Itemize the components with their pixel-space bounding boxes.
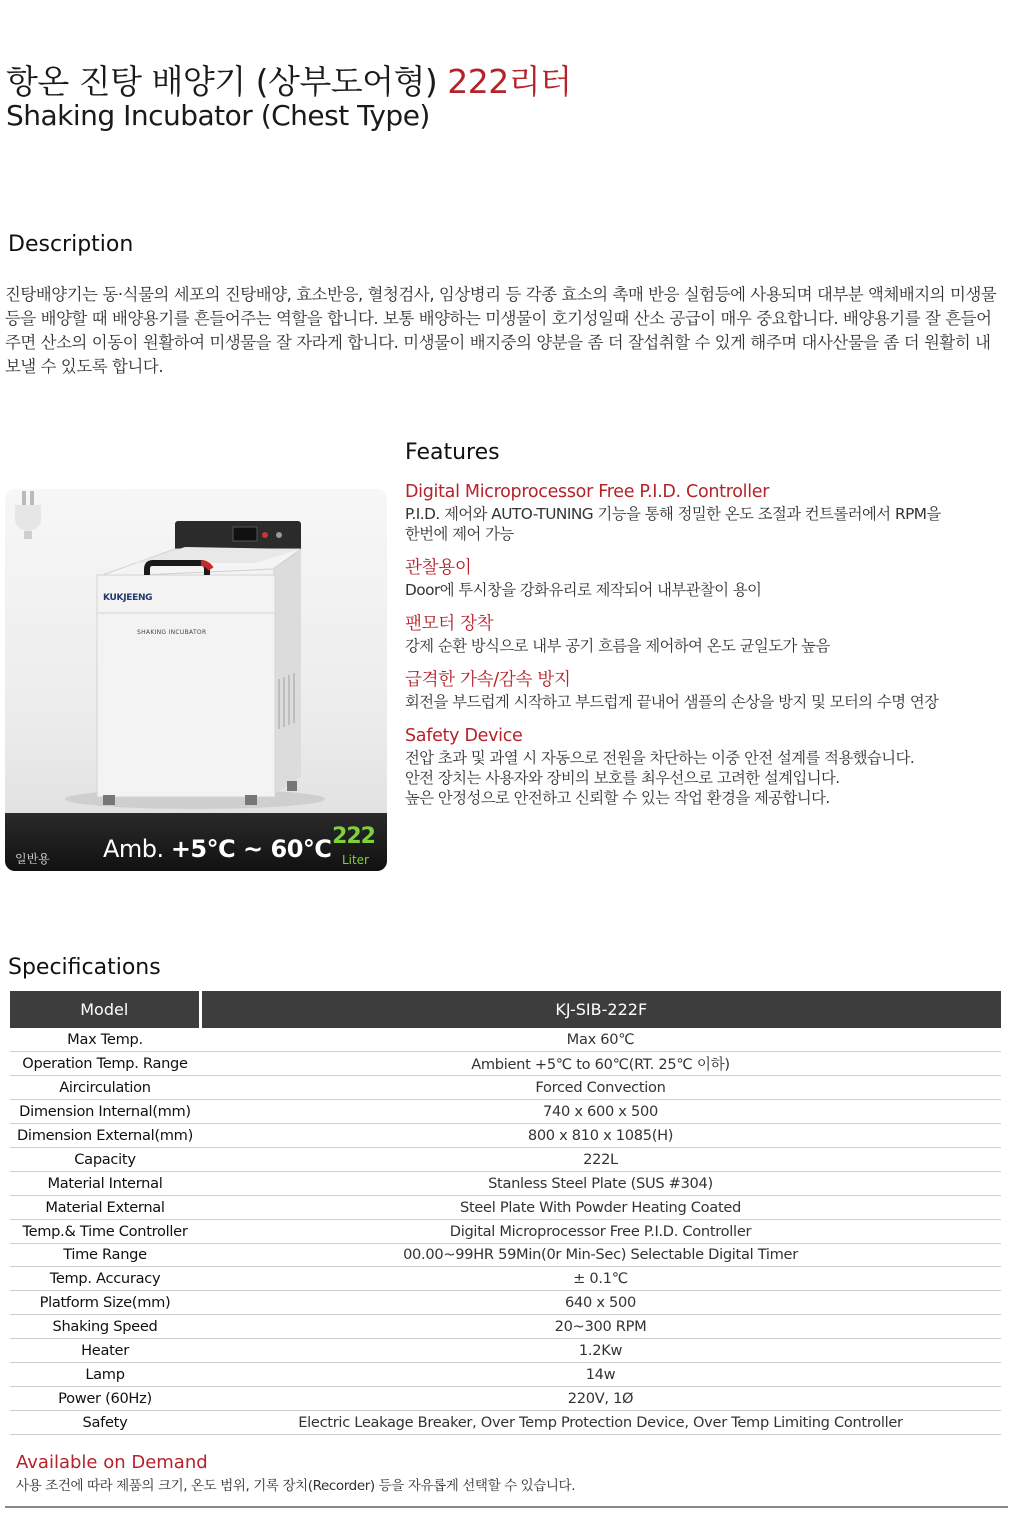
spec-value: 640 x 500 xyxy=(200,1291,1001,1315)
spec-label: Time Range xyxy=(10,1243,200,1267)
spec-value: 00.00~99HR 59Min(0r Min-Sec) Selectable Digital Timer xyxy=(200,1243,1001,1267)
spec-label: Dimension Internal(mm) xyxy=(10,1100,200,1124)
spec-value: Digital Microprocessor Free P.I.D. Controller xyxy=(200,1219,1001,1243)
spec-label: Temp.& Time Controller xyxy=(10,1219,200,1243)
spec-label: Safety xyxy=(10,1410,200,1434)
table-row xyxy=(10,1219,1001,1243)
table-row xyxy=(10,1147,1001,1171)
capacity-value: 222 xyxy=(332,824,375,849)
feature-text: 회전을 부드럽게 시작하고 부드럽게 끝내어 샘플의 손상을 방지 및 모터의 수명 연장 xyxy=(405,693,939,711)
spec-label: Power (60Hz) xyxy=(10,1386,200,1410)
spec-value: Stanless Steel Plate (SUS #304) xyxy=(200,1171,1001,1195)
table-row xyxy=(10,1124,1001,1148)
available-title: Available on Demand xyxy=(16,1452,208,1473)
feature-title: Digital Microprocessor Free P.I.D. Controller xyxy=(405,482,770,502)
amb-prefix: Amb. xyxy=(103,835,164,863)
feature-item xyxy=(405,481,1005,544)
features-section xyxy=(405,440,1005,821)
title-main: 항온 진탕 배양기 (상부도어형) xyxy=(6,62,438,101)
description-text: 진탕배양기는 동·식물의 세포의 진탕배양, 효소반응, 혈청검사, 임상병리 등 각종 효소의 촉매 반응 실험등에 사용되며 대부분 액체배지의 미생물 등을 배양할 때 배양용기를 흔들어주는 역할을 합니다. 보통 배양하는 미생물이 호기성일때 산소 공급이 매우 중요합니다. 배양용기를 잘 흔들어주면 산소의 이동이 원활하여 미생물을 잘 자라게 합니다. 미생물이 배지중의 양분을 좀 더 잘섭취할 수 있게 해주며 대사산물을 좀 더 원활히 내보낼 수 있도록 합니다. xyxy=(5,285,997,376)
product-image xyxy=(5,489,387,871)
spec-label: Shaking Speed xyxy=(10,1315,200,1339)
feature-text: 전압 초과 및 과열 시 자동으로 전원을 차단하는 이중 안전 설계를 적용했습니다. 안전 장치는 사용자와 장비의 보호를 최우선으로 고려한 설계입니다. 높은 안정성으로 안전하고 신뢰할 수 있는 작업 환경을 제공합니다. xyxy=(405,749,915,807)
plug-icon xyxy=(5,489,51,553)
feature-title: 급격한 가속/감속 방지 xyxy=(405,670,571,690)
spec-value: 222L xyxy=(200,1147,1001,1171)
table-row xyxy=(10,1052,1001,1076)
specifications-heading: Specifications xyxy=(8,955,161,980)
table-row xyxy=(10,1291,1001,1315)
feature-text: P.I.D. 제어와 AUTO-TUNING 기능을 통해 정밀한 온도 조절과 컨트롤러에서 RPM을 한번에 제어 가능 xyxy=(405,505,941,543)
feature-item xyxy=(405,613,1005,656)
feature-title: Safety Device xyxy=(405,726,523,746)
table-row xyxy=(10,1362,1001,1386)
available-text: 사용 조건에 따라 제품의 크기, 온도 범위, 기록 장치(Recorder) 등을 자유롭게 선택할 수 있습니다. xyxy=(16,1478,576,1494)
description-heading: Description xyxy=(8,232,134,257)
spec-value: 740 x 600 x 500 xyxy=(200,1100,1001,1124)
feature-item xyxy=(405,725,1005,808)
spec-label: Platform Size(mm) xyxy=(10,1291,200,1315)
table-row xyxy=(10,1315,1001,1339)
table-row xyxy=(10,1028,1001,1052)
spec-value: 14w xyxy=(200,1362,1001,1386)
panel-label: SHAKING INCUBATOR xyxy=(137,629,207,636)
capacity-unit: Liter xyxy=(341,853,369,867)
table-header-row xyxy=(10,991,1001,1028)
table-header-cell: Model xyxy=(10,991,200,1028)
ambient-range xyxy=(103,835,331,863)
features-heading: Features xyxy=(405,440,500,465)
spec-value: ± 0.1℃ xyxy=(200,1267,1001,1291)
spec-value: Forced Convection xyxy=(200,1076,1001,1100)
feature-title: 관찰용이 xyxy=(405,558,472,578)
brand-logo: KUKJEENG xyxy=(103,593,153,603)
feature-text: 강제 순환 방식으로 내부 공기 흐름을 제어하여 온도 균일도가 높음 xyxy=(405,637,830,655)
table-row xyxy=(10,1100,1001,1124)
table-header-cell: KJ-SIB-222F xyxy=(200,991,1001,1028)
spec-label: Material External xyxy=(10,1195,200,1219)
specifications-table xyxy=(10,991,1001,1435)
page-title-english: Shaking Incubator (Chest Type) xyxy=(6,99,430,132)
divider xyxy=(5,1506,1008,1508)
spec-value: Steel Plate With Powder Heating Coated xyxy=(200,1195,1001,1219)
spec-value: Electric Leakage Breaker, Over Temp Protection Device, Over Temp Limiting Controller xyxy=(200,1410,1001,1434)
page-title-korean xyxy=(6,56,572,103)
table-row xyxy=(10,1267,1001,1291)
spec-label: Material Internal xyxy=(10,1171,200,1195)
spec-label: Capacity xyxy=(10,1147,200,1171)
amb-range: +5℃ ~ 60℃ xyxy=(170,835,332,863)
plug-label: 일반용 xyxy=(15,852,50,866)
spec-value: Ambient +5℃ to 60℃(RT. 25℃ 이하) xyxy=(200,1052,1001,1076)
spec-label: Lamp xyxy=(10,1362,200,1386)
spec-label: Aircirculation xyxy=(10,1076,200,1100)
spec-label: Temp. Accuracy xyxy=(10,1267,200,1291)
table-row xyxy=(10,1076,1001,1100)
spec-label: Max Temp. xyxy=(10,1028,200,1052)
feature-item xyxy=(405,557,1005,600)
spec-value: 220V, 1Ø xyxy=(200,1386,1001,1410)
table-row xyxy=(10,1195,1001,1219)
feature-title: 팬모터 장착 xyxy=(405,614,494,634)
spec-value: Max 60℃ xyxy=(200,1028,1001,1052)
spec-value: 20~300 RPM xyxy=(200,1315,1001,1339)
table-row xyxy=(10,1339,1001,1363)
table-row xyxy=(10,1171,1001,1195)
spec-label: Operation Temp. Range xyxy=(10,1052,200,1076)
table-row xyxy=(10,1410,1001,1434)
table-row xyxy=(10,1243,1001,1267)
spec-value: 1.2Kw xyxy=(200,1339,1001,1363)
feature-text: Door에 투시창을 강화유리로 제작되어 내부관찰이 용이 xyxy=(405,581,762,599)
title-capacity: 222리터 xyxy=(447,62,572,101)
table-row xyxy=(10,1386,1001,1410)
feature-item xyxy=(405,669,1005,712)
spec-value: 800 x 810 x 1085(H) xyxy=(200,1124,1001,1148)
spec-label: Heater xyxy=(10,1339,200,1363)
spec-label: Dimension External(mm) xyxy=(10,1124,200,1148)
